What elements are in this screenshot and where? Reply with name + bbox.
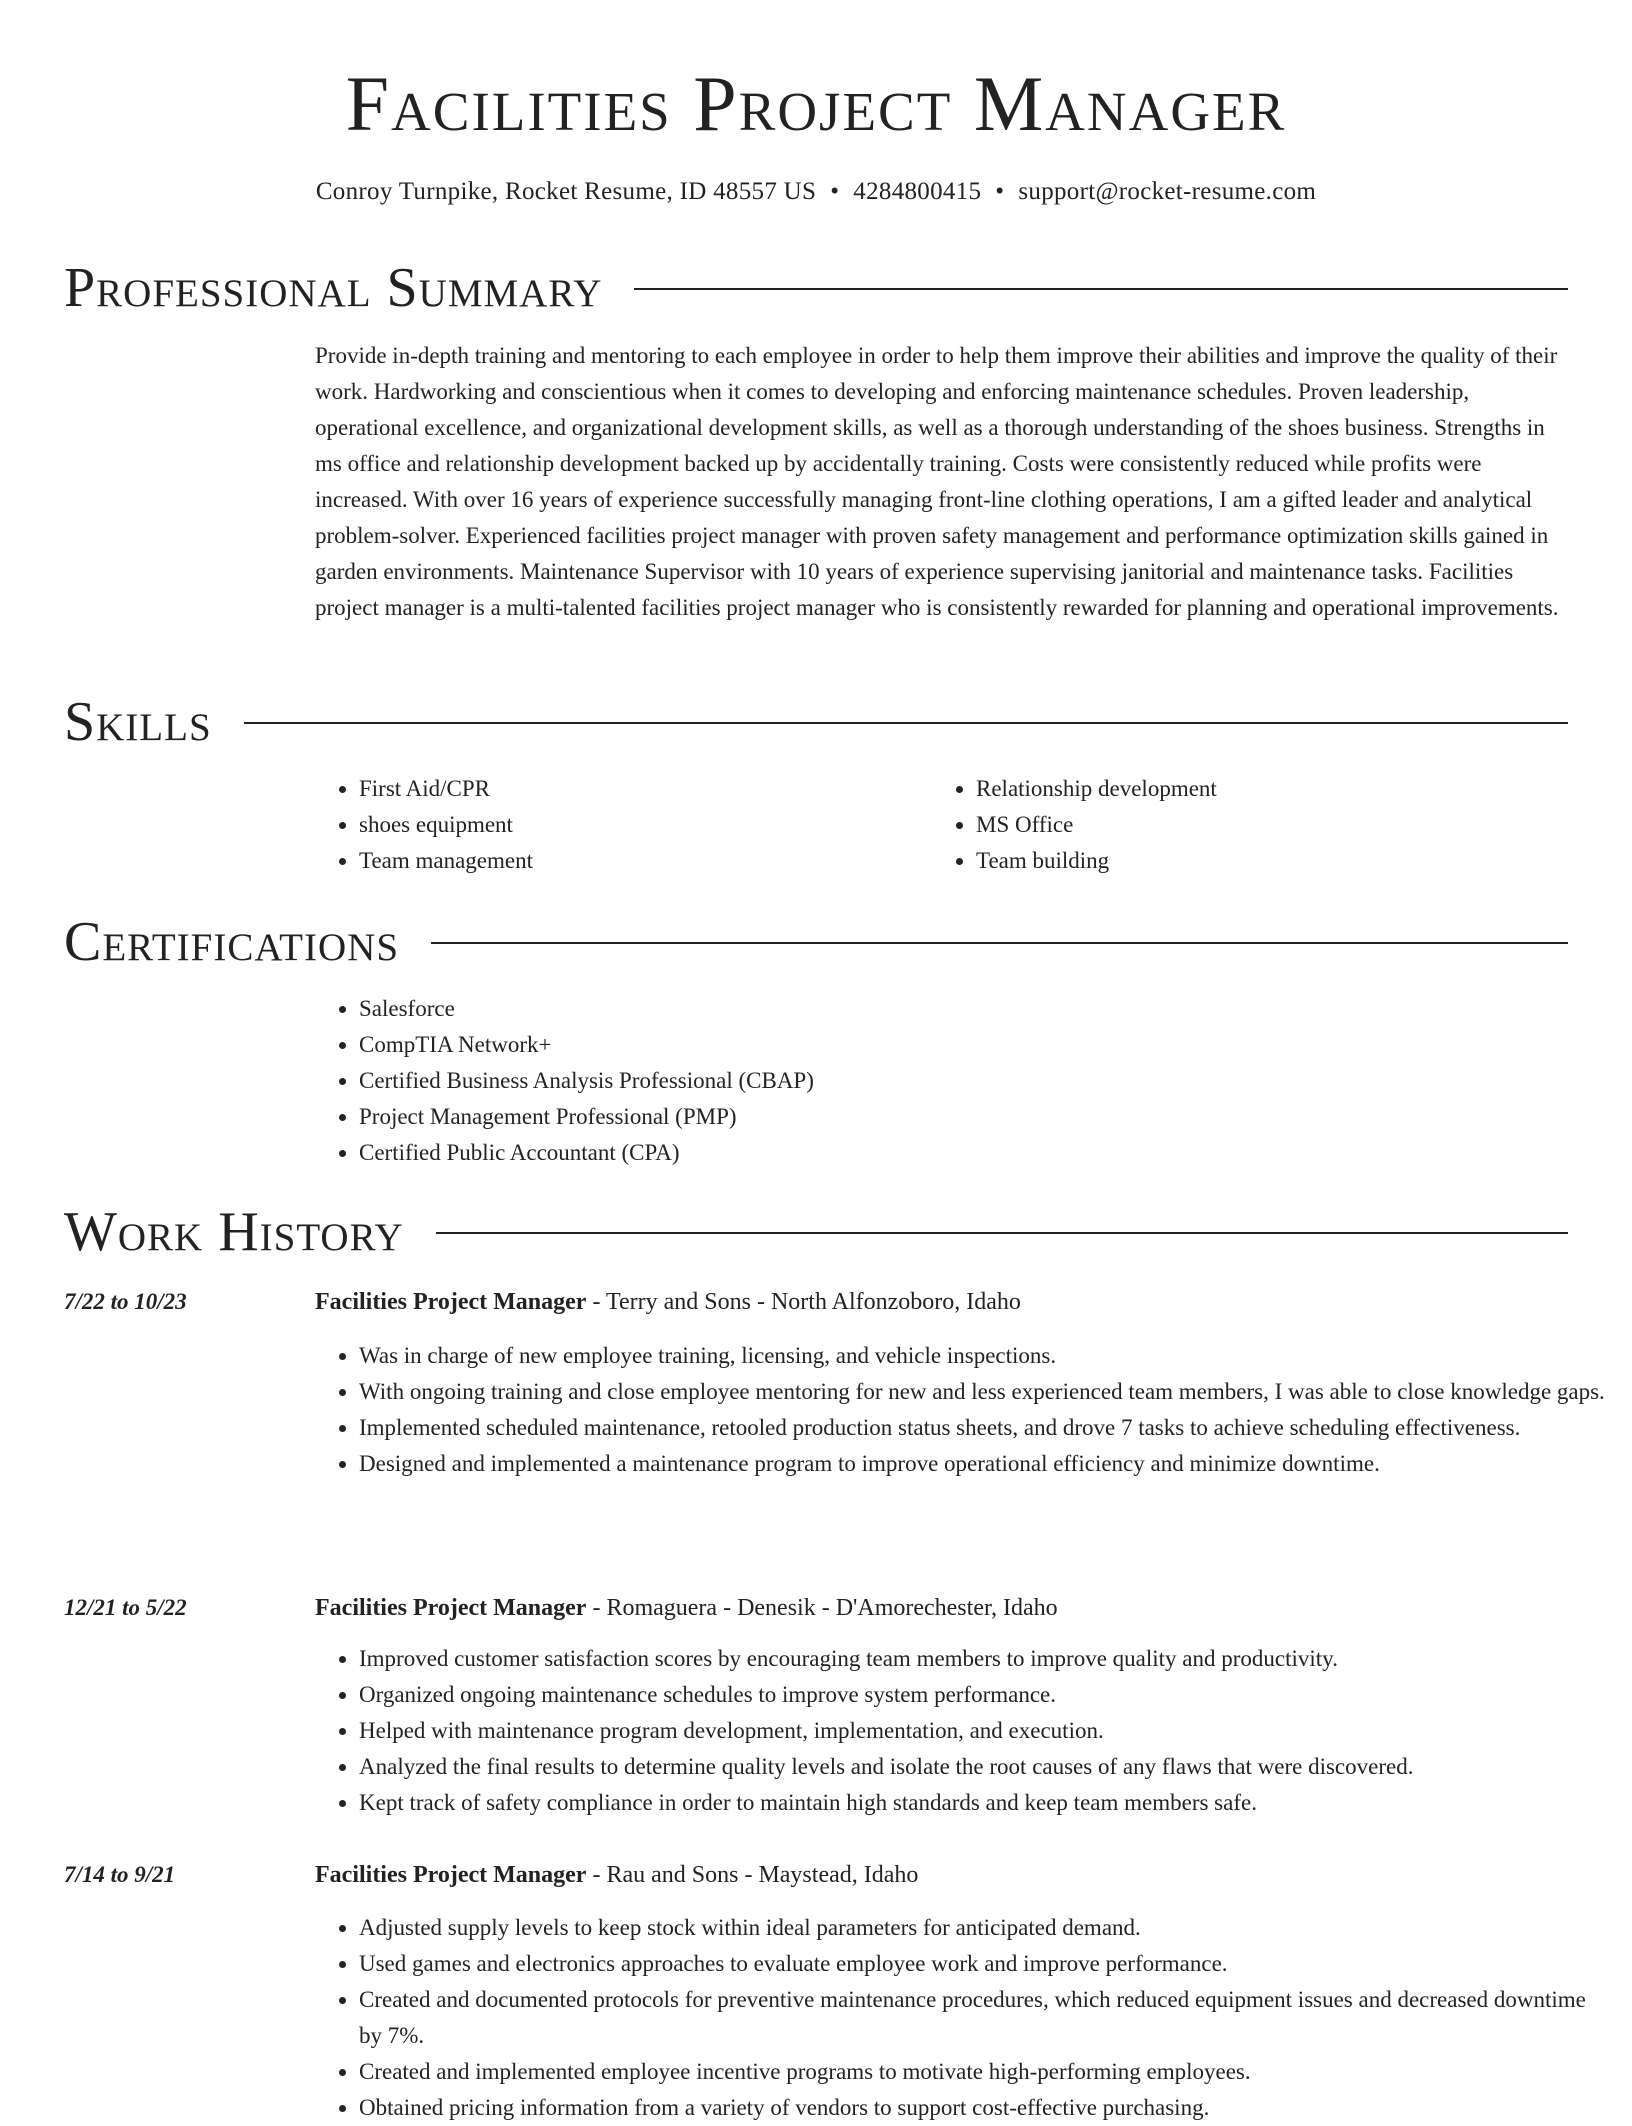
job-bullets	[315, 1910, 1614, 2126]
job-bullet: • Helped with maintenance program development, implementation, and execution.	[359, 1713, 1614, 1749]
job-dates: 12/21 to 5/22	[64, 1595, 187, 1620]
summary-text: Provide in-depth training and mentoring to each employee in order to help them improve their abilities and improve the quality of their work. Hardworking and conscientious when it comes to developing and enforcing maintenance schedules. Proven leadership, operational excellence, and organizational development skills, as well as a thorough understanding of the shoes business. Strengths in ms office and relationship development backed up by accidentally training. Costs were consistently reduced while profits were increased. With over 16 years of experience successfully managing front-line clothing operations, I am a gifted leader and analytical problem-solver. Experienced facilities project manager with proven safety management and performance optimization skills gained in garden environments. Maintenance Supervisor with 10 years of experience supervising janitorial and maintenance tasks. Facilities project manager is a multi-talented facilities project manager who is consistently rewarded for planning and operational improvements.	[315, 343, 1559, 620]
resume-name: Facilities Project Manager	[345, 60, 1287, 147]
skill-item: • Team management	[359, 843, 533, 879]
contact-email: support@rocket-resume.com	[1018, 178, 1317, 205]
certification-item: • CompTIA Network+	[359, 1027, 814, 1063]
contact-separator: •	[995, 178, 1005, 205]
certifications-heading: Certifications	[64, 911, 400, 973]
job-bullet: • Improved customer satisfaction scores by encouraging team members to improve quality and productivity.	[359, 1641, 1614, 1677]
skill-item: • shoes equipment	[359, 807, 533, 843]
contact-separator: •	[830, 178, 840, 205]
contact-line	[0, 172, 1632, 212]
job-bullet: • Kept track of safety compliance in order to maintain high standards and keep team members safe.	[359, 1785, 1614, 1821]
job-bullets	[315, 1641, 1614, 1821]
skills-list-right	[932, 771, 1217, 879]
section-divider	[244, 722, 1568, 724]
certifications-list	[315, 991, 814, 1171]
skill-item: • MS Office	[976, 807, 1217, 843]
summary-section-header	[64, 253, 1568, 323]
summary-heading: Professional Summary	[64, 257, 603, 319]
job-bullet: • Designed and implemented a maintenance program to improve operational efficiency and minimize downtime.	[359, 1446, 1614, 1482]
job-dates: 7/22 to 10/23	[64, 1289, 187, 1314]
job-bullet: • Was in charge of new employee training, licensing, and vehicle inspections.	[359, 1338, 1614, 1374]
job-bullet: • Obtained pricing information from a variety of vendors to support cost-effective purchasing.	[359, 2090, 1614, 2126]
contact-address: Conroy Turnpike, Rocket Resume, ID 48557 US	[315, 178, 817, 205]
job-bullet: • Adjusted supply levels to keep stock within ideal parameters for anticipated demand.	[359, 1910, 1614, 1946]
job-title: Facilities Project Manager	[315, 1595, 587, 1621]
job-bullet: • Implemented scheduled maintenance, retooled production status sheets, and drove 7 tasks to achieve scheduling effectiveness.	[359, 1410, 1614, 1446]
certification-item: • Certified Business Analysis Professional (CBAP)	[359, 1063, 814, 1099]
skill-item: • Relationship development	[976, 771, 1217, 807]
job-title: Facilities Project Manager	[315, 1289, 587, 1315]
skill-item: • Team building	[976, 843, 1217, 879]
certifications-section-header	[64, 907, 1568, 977]
job-bullet: • Created and documented protocols for preventive maintenance procedures, which reduced equipment issues and decreased downtime by 7%.	[359, 1982, 1614, 2054]
job-heading	[315, 1284, 1021, 1320]
job-company: - Terry and Sons - North Alfonzoboro, Idaho	[586, 1289, 1021, 1315]
job-title: Facilities Project Manager	[315, 1862, 587, 1888]
job-heading	[315, 1590, 1058, 1626]
work-heading: Work History	[64, 1201, 404, 1263]
section-divider	[431, 942, 1568, 944]
job-dates: 7/14 to 9/21	[64, 1862, 176, 1887]
certification-item: • Salesforce	[359, 991, 814, 1027]
certification-item: • Project Management Professional (PMP)	[359, 1099, 814, 1135]
job-bullet: • Created and implemented employee incentive programs to motivate high-performing employees.	[359, 2054, 1614, 2090]
skills-heading: Skills	[64, 691, 212, 753]
job-bullets	[315, 1338, 1614, 1482]
contact-phone: 4284800415	[853, 178, 982, 205]
certification-item: • Certified Public Accountant (CPA)	[359, 1135, 814, 1171]
section-divider	[436, 1232, 1568, 1234]
job-bullet: • Organized ongoing maintenance schedules to improve system performance.	[359, 1677, 1614, 1713]
skills-section-header	[64, 687, 1568, 757]
section-divider	[634, 288, 1568, 290]
skill-item: • First Aid/CPR	[359, 771, 533, 807]
job-bullet: • Used games and electronics approaches to evaluate employee work and improve performance.	[359, 1946, 1614, 1982]
job-company: - Rau and Sons - Maystead, Idaho	[586, 1862, 919, 1888]
skills-list-left	[315, 771, 533, 879]
work-section-header	[64, 1197, 1568, 1267]
job-bullet: • Analyzed the final results to determine quality levels and isolate the root causes of any flaws that were discovered.	[359, 1749, 1614, 1785]
job-heading	[315, 1857, 918, 1893]
job-company: - Romaguera - Denesik - D'Amorechester, Idaho	[586, 1595, 1058, 1621]
job-bullet: • With ongoing training and close employee mentoring for new and less experienced team members, I was able to close knowledge gaps.	[359, 1374, 1614, 1410]
